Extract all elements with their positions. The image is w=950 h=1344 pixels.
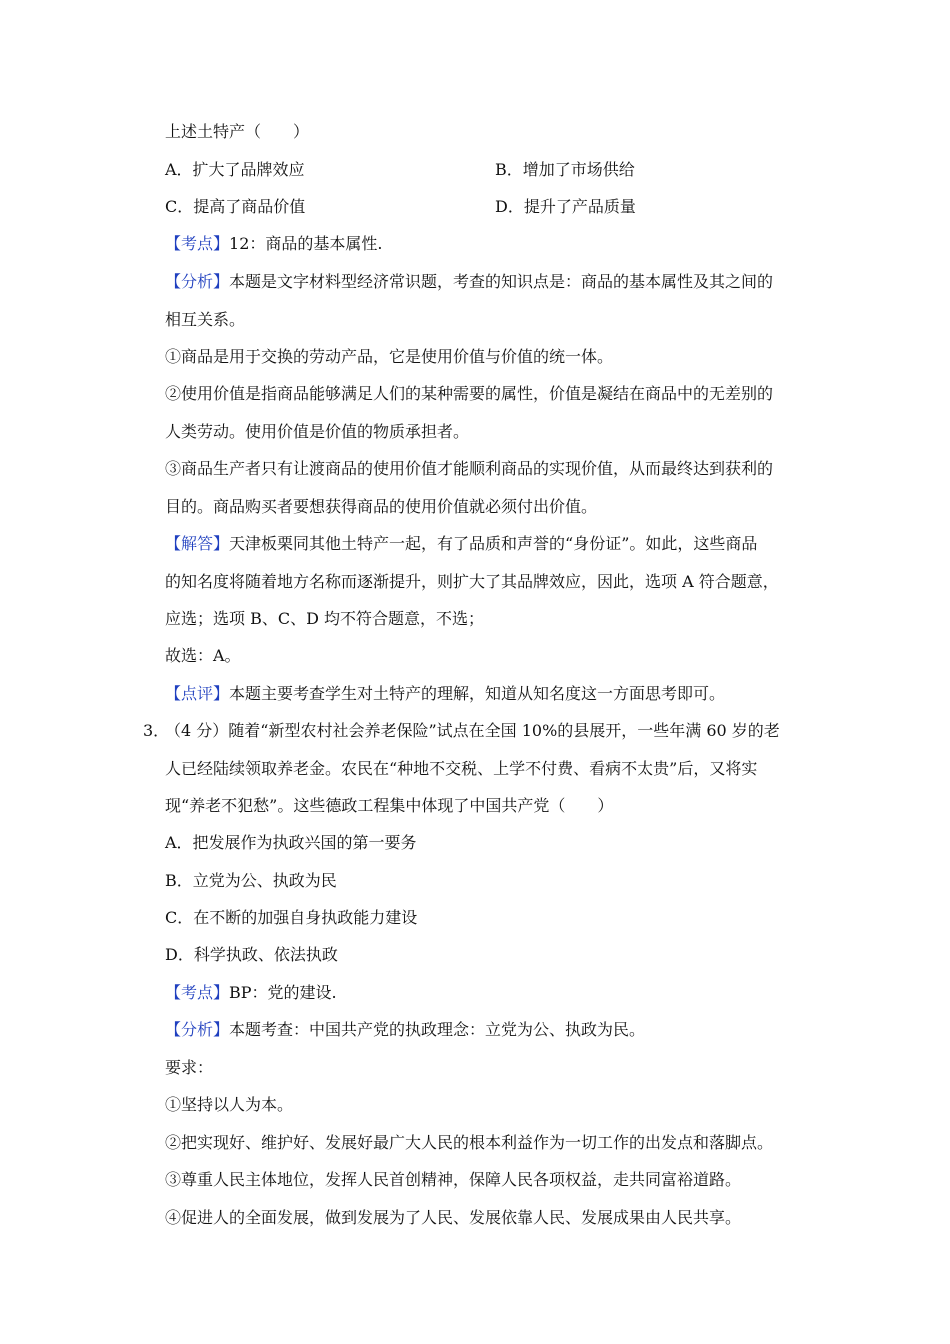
q2-fenxi-p1: ①商品是用于交换的劳动产品，它是使用价值与价值的统一体。 [165, 347, 614, 366]
q3-point-1: ①坚持以人为本。 [165, 1095, 294, 1114]
q2-option-d: D．提升了产品质量 [495, 197, 636, 216]
q3-point-3: ③尊重人民主体地位，发挥人民首创精神，保障人民各项权益，走共同富裕道路。 [165, 1170, 742, 1189]
jieda-line1: 天津板栗同其他土特产一起，有了品质和声誉的“身份证”。如此，这些商品 [229, 534, 758, 553]
fenxi-text: 本题考查：中国共产党的执政理念：立党为公、执政为民。 [229, 1020, 646, 1039]
q2-dianping [165, 683, 815, 705]
q3-fenxi [165, 1019, 815, 1041]
kaodian-tag: 【考点】 [165, 234, 230, 253]
q2-fenxi-p3a: ③商品生产者只有让渡商品的使用价值才能顺利商品的实现价值，从而最终达到获利的 [165, 459, 774, 478]
kaodian-text: 12：商品的基本属性. [229, 234, 383, 253]
q2-option-c: C．提高了商品价值 [165, 197, 306, 216]
q2-answer: 故选：A。 [165, 646, 241, 665]
kaodian-text: BP：党的建设. [229, 983, 337, 1002]
q3-point-2: ②把实现好、维护好、发展好最广大人民的根本利益作为一切工作的出发点和落脚点。 [165, 1133, 774, 1152]
q2-fenxi [165, 271, 815, 293]
fenxi-tag: 【分析】 [165, 272, 230, 291]
q3-point-4: ④促进人的全面发展，做到发展为了人民、发展依靠人民、发展成果由人民共享。 [165, 1208, 742, 1227]
q2-jieda [165, 533, 815, 555]
q2-option-b: B．增加了市场供给 [495, 160, 635, 179]
q3-kaodian [165, 982, 815, 1004]
q2-fenxi-line2: 相互关系。 [165, 310, 246, 329]
fenxi-tag: 【分析】 [165, 1020, 230, 1039]
q2-option-a: A．扩大了品牌效应 [165, 160, 305, 179]
dianping-tag: 【点评】 [165, 684, 230, 703]
q3-option-d: D．科学执政、依法执政 [165, 945, 338, 964]
fenxi-line1: 本题是文字材料型经济常识题，考查的知识点是：商品的基本属性及其之间的 [229, 272, 774, 291]
q3-option-b: B．立党为公、执政为民 [165, 871, 337, 890]
q3-line3: 现“养老不犯愁”。这些德政工程集中体现了中国共产党（ ） [165, 796, 614, 815]
q3-line2: 人已经陆续领取养老金。农民在“种地不交税、上学不付费、看病不太贵”后，又将实 [165, 759, 758, 778]
q2-fenxi-p3b: 目的。商品购买者要想获得商品的使用价值就必须付出价值。 [165, 497, 598, 516]
q2-jieda-line2: 的知名度将随着地方名称而逐渐提升，则扩大了其品牌效应，因此，选项 A 符合题意， [165, 572, 779, 591]
q3-option-a: A．把发展作为执政兴国的第一要务 [165, 833, 417, 852]
q3-yaoqiu: 要求： [165, 1058, 214, 1077]
kaodian-tag: 【考点】 [165, 983, 230, 1002]
q3-line1: （4 分）随着“新型农村社会养老保险”试点在全国 10%的县展开，一些年满 60 岁的老 [165, 721, 780, 740]
jieda-tag: 【解答】 [165, 534, 230, 553]
q3-option-c: C．在不断的加强自身执政能力建设 [165, 908, 418, 927]
q3-number: 3． [143, 721, 170, 740]
q2-fenxi-p2a: ②使用价值是指商品能够满足人们的某种需要的属性，价值是凝结在商品中的无差别的 [165, 384, 774, 403]
q2-kaodian [165, 233, 815, 255]
q2-stem-tail: 上述土特产（ ） [165, 122, 310, 141]
dianping-text: 本题主要考查学生对土特产的理解，知道从知名度这一方面思考即可。 [229, 684, 726, 703]
q2-jieda-line3: 应选；选项 B、C、D 均不符合题意，不选； [165, 609, 485, 628]
q2-fenxi-p2b: 人类劳动。使用价值是价值的物质承担者。 [165, 422, 470, 441]
